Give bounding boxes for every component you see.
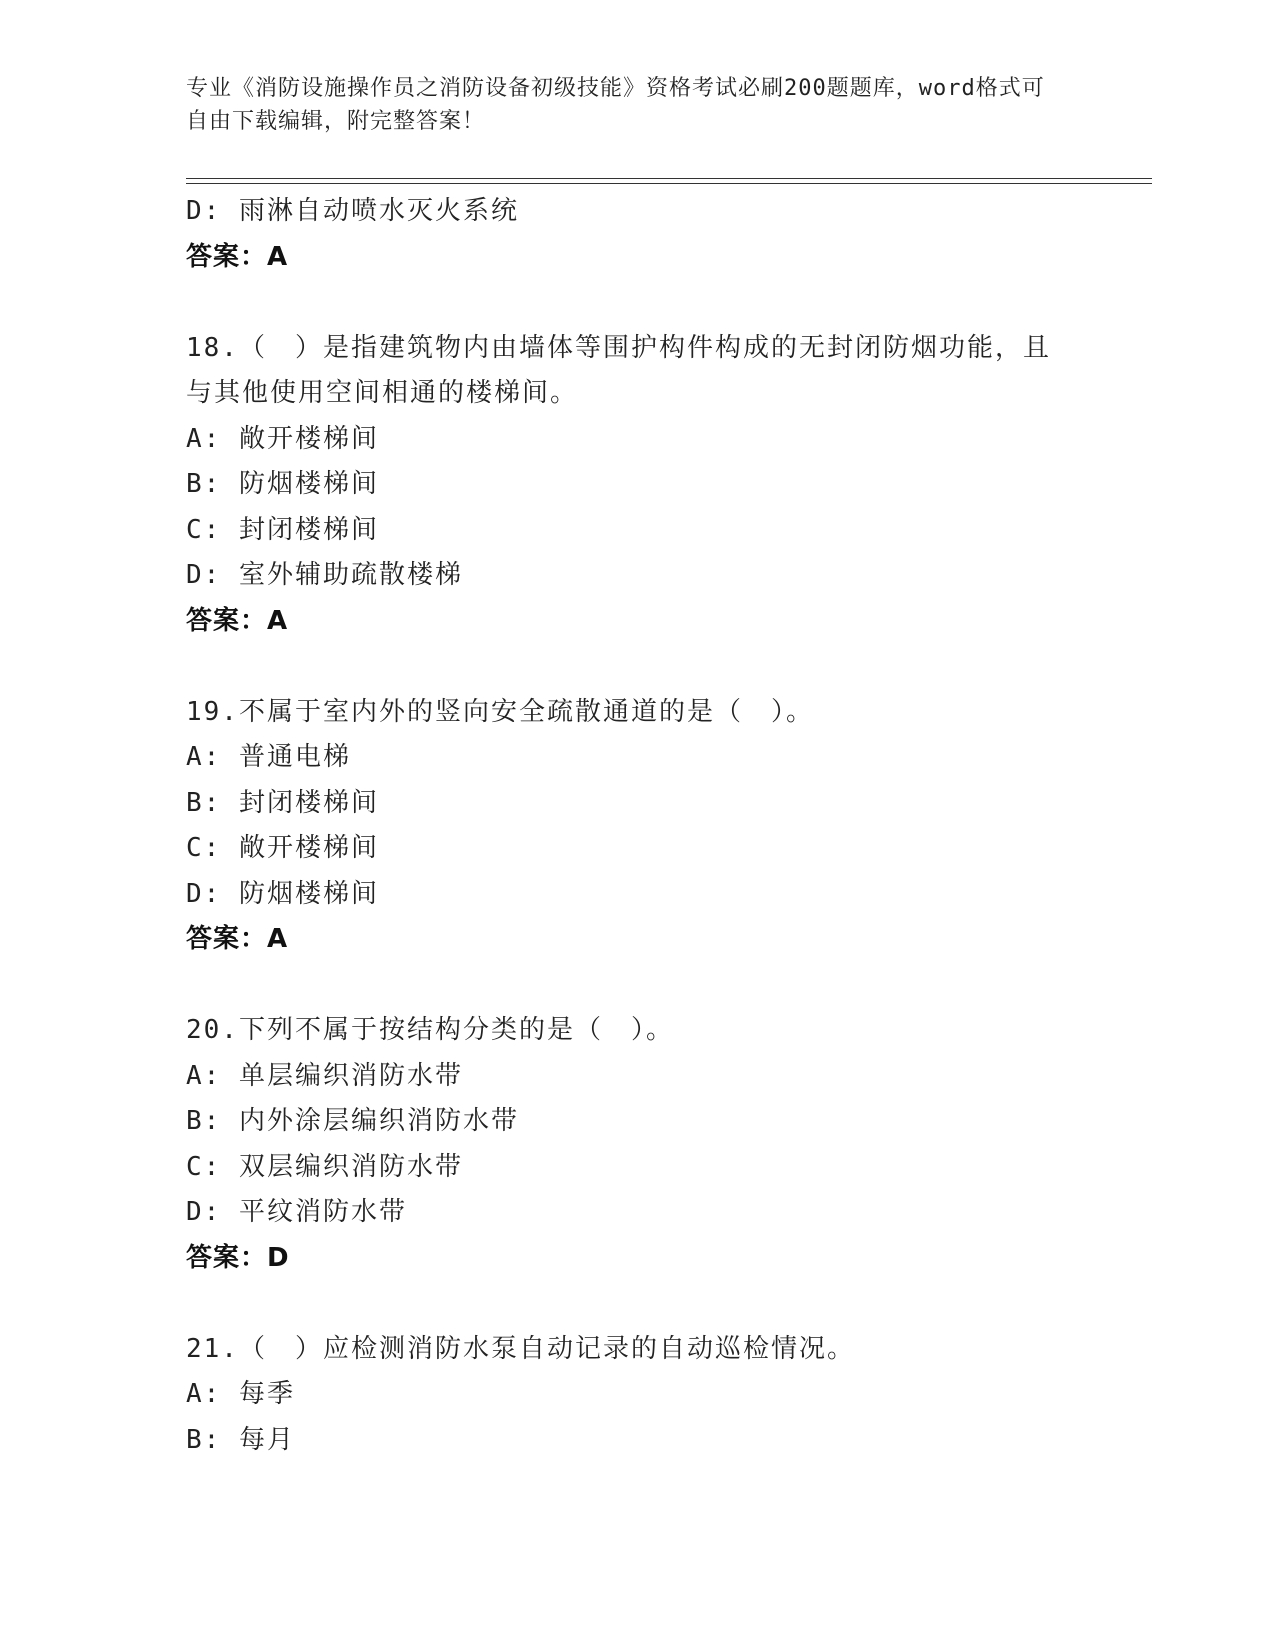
- answer: 答案：A: [186, 241, 289, 272]
- answer: 答案：D: [186, 1242, 290, 1273]
- question-stem: 20.下列不属于按结构分类的是（ ）。: [186, 1015, 674, 1045]
- option-c: C: 双层编织消防水带: [186, 1151, 463, 1182]
- question-stem-continued: 与其他使用空间相通的楼梯间。: [186, 378, 579, 408]
- question-18: [186, 326, 1086, 645]
- carryover-question: [186, 189, 1086, 280]
- spacer: [186, 280, 1086, 326]
- question-20: [186, 1008, 1086, 1281]
- option-b: B: 内外涂层编织消防水带: [186, 1106, 519, 1136]
- option-b: B: 每月: [186, 1424, 295, 1455]
- option-a: A: 每季: [186, 1379, 295, 1409]
- spacer: [186, 963, 1086, 1009]
- header-rule-bottom: [186, 183, 1152, 184]
- option-a: A: 敞开楼梯间: [186, 423, 379, 454]
- option-d: D: 雨淋自动喷水灭火系统: [186, 196, 519, 226]
- document-header: 专业《消防设施操作员之消防设备初级技能》资格考试必刷200题题库，word格式可自由下载编辑，附完整答案！: [186, 76, 1045, 134]
- option-b: B: 防烟楼梯间: [186, 469, 379, 499]
- question-stem: 21.（ ）应检测消防水泵自动记录的自动巡检情况。: [186, 1333, 855, 1364]
- option-a: A: 普通电梯: [186, 742, 351, 772]
- spacer: [186, 1281, 1086, 1327]
- answer: 答案：A: [186, 605, 289, 636]
- option-c: C: 敞开楼梯间: [186, 833, 379, 863]
- option-d: D: 平纹消防水带: [186, 1197, 407, 1227]
- option-a: A: 单层编织消防水带: [186, 1060, 463, 1091]
- option-d: D: 防烟楼梯间: [186, 878, 379, 909]
- option-c: C: 封闭楼梯间: [186, 514, 379, 545]
- question-19: [186, 690, 1086, 963]
- header-rule-top: [186, 178, 1152, 179]
- question-content: [186, 189, 1086, 1463]
- option-b: B: 封闭楼梯间: [186, 787, 379, 818]
- answer: 答案：A: [186, 924, 289, 954]
- option-d: D: 室外辅助疏散楼梯: [186, 560, 463, 590]
- spacer: [186, 644, 1086, 690]
- question-stem: 19.不属于室内外的竖向安全疏散通道的是（ ）。: [186, 696, 814, 727]
- question-stem: 18.（ ）是指建筑物内由墙体等围护构件构成的无封闭防烟功能，且: [186, 332, 1051, 363]
- question-21: [186, 1327, 1086, 1464]
